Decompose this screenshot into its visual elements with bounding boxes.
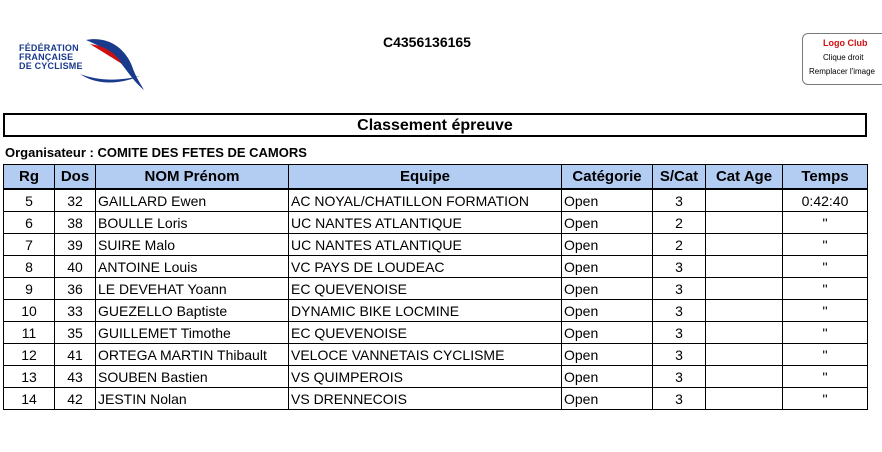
col-temps: Temps — [783, 165, 868, 190]
federation-logo-text — [19, 44, 83, 71]
cell-temps: 0:42:40 — [783, 189, 868, 212]
cell-scat: 3 — [653, 300, 706, 322]
cell-temps: '' — [783, 234, 868, 256]
cell-rg: 14 — [4, 388, 55, 410]
cell-equipe: AC NOYAL/CHATILLON FORMATION — [289, 189, 562, 212]
cell-scat: 3 — [653, 344, 706, 366]
cell-dos: 41 — [55, 344, 96, 366]
cell-categorie: Open — [562, 388, 653, 410]
cell-categorie: Open — [562, 212, 653, 234]
cell-scat: 3 — [653, 322, 706, 344]
cell-scat: 3 — [653, 189, 706, 212]
cell-equipe: UC NANTES ATLANTIQUE — [289, 212, 562, 234]
cell-nom: GAILLARD Ewen — [96, 189, 289, 212]
cell-categorie: Open — [562, 344, 653, 366]
cell-categorie: Open — [562, 256, 653, 278]
federation-logo-line1: FÉDÉRATION — [19, 43, 79, 53]
cell-dos: 33 — [55, 300, 96, 322]
cell-equipe: VC PAYS DE LOUDEAC — [289, 256, 562, 278]
cell-rg: 11 — [4, 322, 55, 344]
cell-categorie: Open — [562, 234, 653, 256]
organizer-label: Organisateur : COMITE DES FETES DE CAMORS — [5, 145, 307, 160]
table-row — [4, 256, 868, 278]
table-row — [4, 388, 868, 410]
cell-dos: 39 — [55, 234, 96, 256]
cell-categorie: Open — [562, 322, 653, 344]
cell-cat-age — [706, 212, 783, 234]
col-nom-prenom: NOM Prénom — [96, 165, 289, 190]
cell-nom: SOUBEN Bastien — [96, 366, 289, 388]
cell-nom: GUILLEMET Timothe — [96, 322, 289, 344]
club-logo-title: Logo Club — [823, 38, 868, 48]
cell-equipe: VS DRENNECOIS — [289, 388, 562, 410]
cell-nom: JESTIN Nolan — [96, 388, 289, 410]
cell-scat: 3 — [653, 366, 706, 388]
cell-temps: '' — [783, 300, 868, 322]
table-row — [4, 278, 868, 300]
cell-scat: 3 — [653, 388, 706, 410]
cell-scat: 2 — [653, 234, 706, 256]
cell-rg: 5 — [4, 189, 55, 212]
cell-cat-age — [706, 344, 783, 366]
cell-nom: GUEZELLO Baptiste — [96, 300, 289, 322]
cell-dos: 36 — [55, 278, 96, 300]
cell-temps: '' — [783, 388, 868, 410]
cell-cat-age — [706, 234, 783, 256]
cell-equipe: EC QUEVENOISE — [289, 322, 562, 344]
cell-temps: '' — [783, 366, 868, 388]
cell-temps: '' — [783, 256, 868, 278]
col-cat-age: Cat Age — [706, 165, 783, 190]
federation-logo-line2: FRANÇAISE — [19, 52, 74, 62]
cell-nom: ANTOINE Louis — [96, 256, 289, 278]
cell-scat: 2 — [653, 212, 706, 234]
cell-temps: '' — [783, 278, 868, 300]
cell-rg: 12 — [4, 344, 55, 366]
cell-categorie: Open — [562, 189, 653, 212]
cell-temps: '' — [783, 344, 868, 366]
cell-rg: 8 — [4, 256, 55, 278]
table-row — [4, 212, 868, 234]
cell-categorie: Open — [562, 300, 653, 322]
cell-cat-age — [706, 366, 783, 388]
club-logo-hint: Clique droit — [823, 53, 864, 62]
col-scat: S/Cat — [653, 165, 706, 190]
cell-equipe: EC QUEVENOISE — [289, 278, 562, 300]
col-categorie: Catégorie — [562, 165, 653, 190]
cell-rg: 6 — [4, 212, 55, 234]
col-equipe: Equipe — [289, 165, 562, 190]
table-row — [4, 344, 868, 366]
cell-rg: 7 — [4, 234, 55, 256]
cell-dos: 38 — [55, 212, 96, 234]
cell-rg: 9 — [4, 278, 55, 300]
cell-cat-age — [706, 300, 783, 322]
cell-rg: 13 — [4, 366, 55, 388]
federation-logo-line3: DE CYCLISME — [19, 61, 83, 71]
table-row — [4, 322, 868, 344]
cell-cat-age — [706, 278, 783, 300]
table-header-row — [4, 165, 868, 190]
results-table — [3, 164, 868, 410]
cell-rg: 10 — [4, 300, 55, 322]
cell-nom: LE DEVEHAT Yoann — [96, 278, 289, 300]
cell-cat-age — [706, 256, 783, 278]
table-row — [4, 189, 868, 212]
cell-nom: BOULLE Loris — [96, 212, 289, 234]
table-row — [4, 366, 868, 388]
col-dos: Dos — [55, 165, 96, 190]
cell-dos: 42 — [55, 388, 96, 410]
cell-nom: SUIRE Malo — [96, 234, 289, 256]
cell-dos: 43 — [55, 366, 96, 388]
cell-cat-age — [706, 388, 783, 410]
club-logo-placeholder[interactable] — [802, 33, 882, 85]
cell-cat-age — [706, 189, 783, 212]
page-title: Classement épreuve — [3, 113, 867, 137]
col-rg: Rg — [4, 165, 55, 190]
table-row — [4, 234, 868, 256]
cell-dos: 40 — [55, 256, 96, 278]
cell-equipe: UC NANTES ATLANTIQUE — [289, 234, 562, 256]
cell-equipe: DYNAMIC BIKE LOCMINE — [289, 300, 562, 322]
cell-cat-age — [706, 322, 783, 344]
cell-categorie: Open — [562, 366, 653, 388]
club-logo-hint-2: Remplacer l'image — [809, 67, 875, 76]
cell-dos: 35 — [55, 322, 96, 344]
cell-nom: ORTEGA MARTIN Thibault — [96, 344, 289, 366]
federation-logo — [14, 36, 144, 92]
cell-scat: 3 — [653, 278, 706, 300]
cell-temps: '' — [783, 322, 868, 344]
cell-categorie: Open — [562, 278, 653, 300]
cycling-swoosh-icon — [76, 36, 146, 92]
cell-dos: 32 — [55, 189, 96, 212]
cell-equipe: VS QUIMPEROIS — [289, 366, 562, 388]
cell-temps: '' — [783, 212, 868, 234]
cell-scat: 3 — [653, 256, 706, 278]
cell-equipe: VELOCE VANNETAIS CYCLISME — [289, 344, 562, 366]
table-row — [4, 300, 868, 322]
document-code: C4356136165 — [383, 34, 471, 50]
